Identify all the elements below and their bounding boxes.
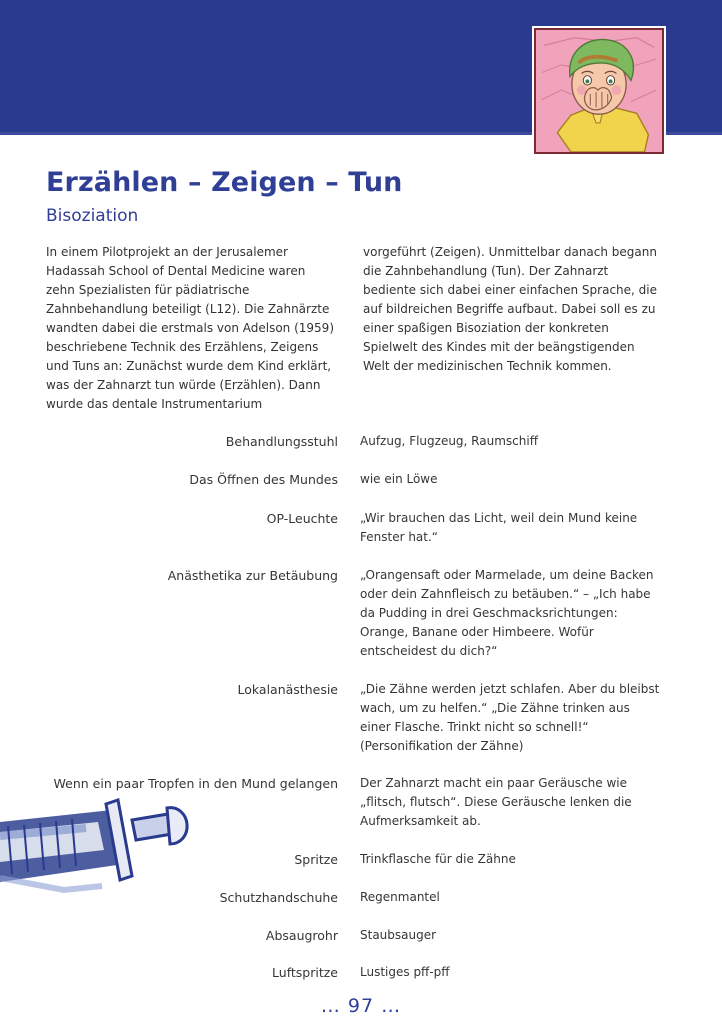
page-subtitle: Bisoziation [46, 206, 139, 226]
metaphor-term: Wenn ein paar Tropfen in den Mund gelangen [53, 776, 338, 791]
metaphor-term: Schutzhandschuhe [219, 890, 338, 905]
metaphor-description: Trinkflasche für die Zähne [360, 852, 516, 866]
page-number: … 97 … [320, 995, 402, 1017]
metaphor-description: Staubsauger [360, 928, 437, 942]
page-title: Erzählen – Zeigen – Tun [46, 167, 403, 198]
metaphor-description: „Wir brauchen das Licht, weil dein Mund keine Fenster hat.“ [360, 511, 638, 544]
metaphor-description: Der Zahnarzt macht ein paar Geräusche wie „flitsch, flutsch“. Diese Geräusche lenken die Aufmerksamkeit ab. [360, 776, 632, 828]
metaphor-term: Absaugrohr [265, 928, 338, 943]
metaphor-term: Spritze [294, 852, 338, 867]
intro-paragraph-left: In einem Pilotprojekt an der Jerusalemer Hadassah School of Dental Medicine waren zehn Spezialisten für pädiatrische Zahnbehandlung beteiligt (L12). Die Zahnärzte wandten dabei die erstmals von Adelson (1959) beschriebene Technik des Erzählens, Zeigens und Tuns an: Zunächst wurde dem Kind erklärt, was der Zahnarzt tun würde (Erzählen). Dann wurde das dentale Instrumentarium [46, 245, 334, 411]
metaphor-term: Behandlungsstuhl [225, 434, 338, 449]
syringe-illustration [0, 786, 190, 904]
metaphor-description: Regenmantel [360, 890, 440, 904]
child-illustration [534, 28, 664, 154]
metaphor-term: Lokalanästhesie [237, 682, 338, 697]
intro-paragraph-right: vorgeführt (Zeigen). Unmittelbar danach begann die Zahnbehandlung (Tun). Der Zahnarzt bediente sich dabei einer einfachen Sprache, die auf bildreichen Begriffe aufbaut. Dabei soll es zu einer spaßigen Bisoziation der konkreten Spielwelt des Kindes mit der beängstigenden Welt der medizinischen Technik kommen. [363, 245, 657, 373]
metaphor-description: wie ein Löwe [360, 472, 438, 486]
metaphor-description: „Die Zähne werden jetzt schlafen. Aber du bleibst wach, um zu helfen.“ „Die Zähne trinken aus einer Flasche. Trinkt nicht so schnell!“ (Personifikation der Zähne) [360, 682, 660, 753]
metaphor-description: Aufzug, Flugzeug, Raumschiff [360, 434, 538, 448]
metaphor-description: „Orangensaft oder Marmelade, um deine Backen oder dein Zahnfleisch zu betäuben.“ – „Ich habe da Pudding in drei Geschmacksrichtungen: Orange, Banane oder Himbeere. Wofür entscheidest du dich?“ [360, 568, 654, 658]
metaphor-term: OP-Leuchte [266, 511, 338, 526]
metaphor-description: Lustiges pff-pff [360, 965, 450, 979]
metaphor-term: Das Öffnen des Mundes [189, 472, 338, 487]
metaphor-term: Luftspritze [272, 965, 338, 980]
metaphor-term: Anästhetika zur Betäubung [167, 568, 338, 583]
